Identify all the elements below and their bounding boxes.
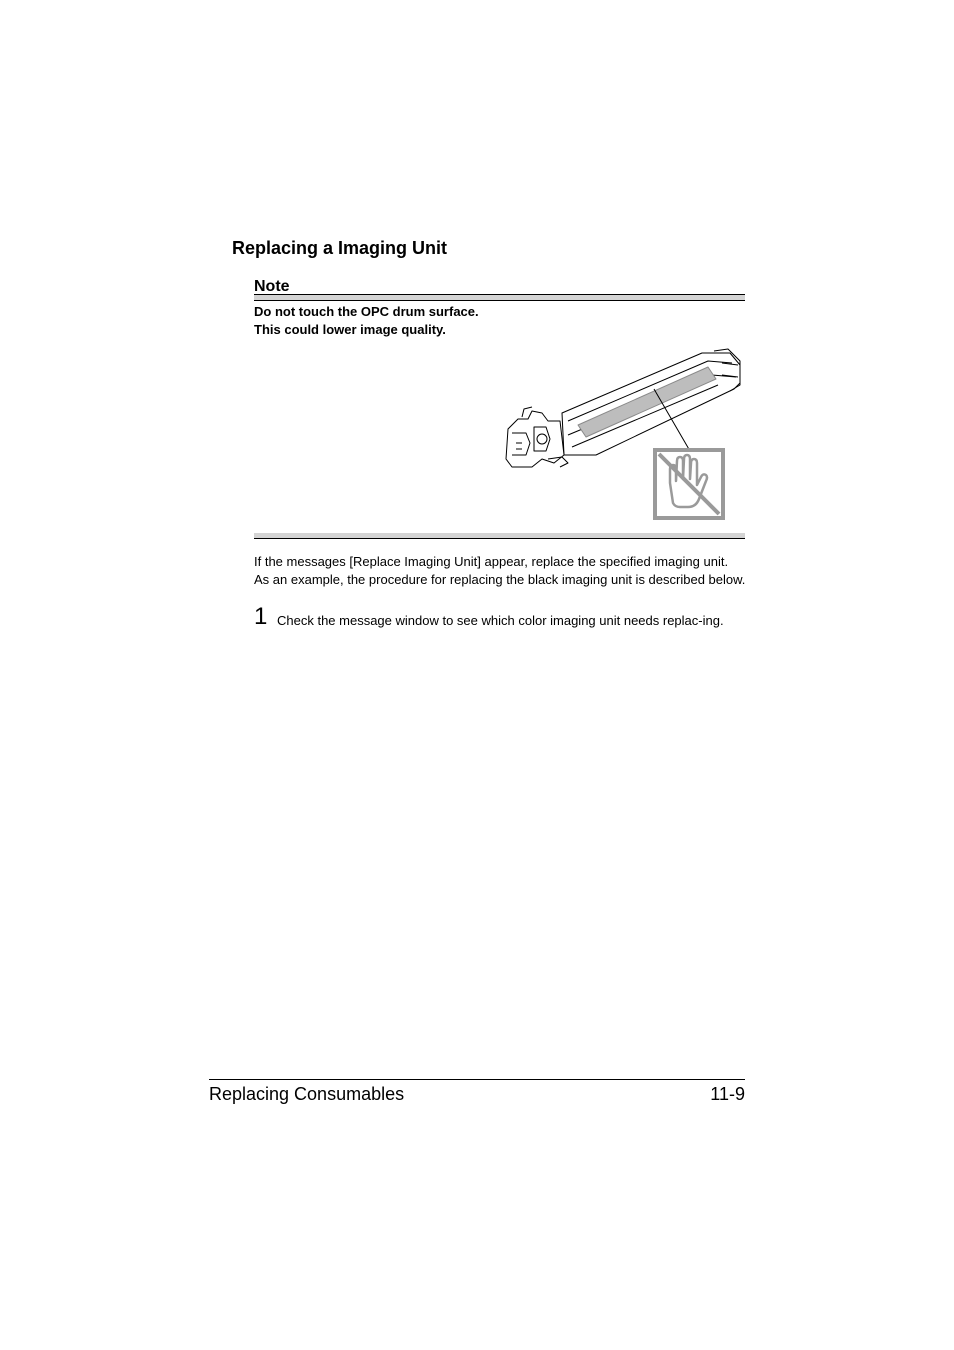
footer-rule [209, 1079, 745, 1080]
step-number: 1 [254, 603, 268, 630]
intro-paragraph: If the messages [Replace Imaging Unit] appear, replace the specified imaging unit. As an example, the procedure for replacing the black imaging unit is described below. [254, 554, 746, 587]
note-title: Note [254, 278, 290, 295]
note-block [254, 277, 745, 541]
step-text: Check the message window to see which color imaging unit needs replac-ing. [277, 613, 724, 628]
note-text: Do not touch the OPC drum surface. This could lower image quality. [254, 304, 479, 337]
note-bottom-rule [254, 533, 745, 539]
imaging-unit-illustration [502, 343, 742, 523]
footer-chapter: Replacing Consumables [209, 1084, 405, 1104]
no-touch-hand-icon [655, 450, 723, 518]
footer-page-number: 11-9 [710, 1084, 745, 1104]
note-top-rule [254, 294, 745, 300]
section-title: Replacing a Imaging Unit [232, 238, 448, 258]
